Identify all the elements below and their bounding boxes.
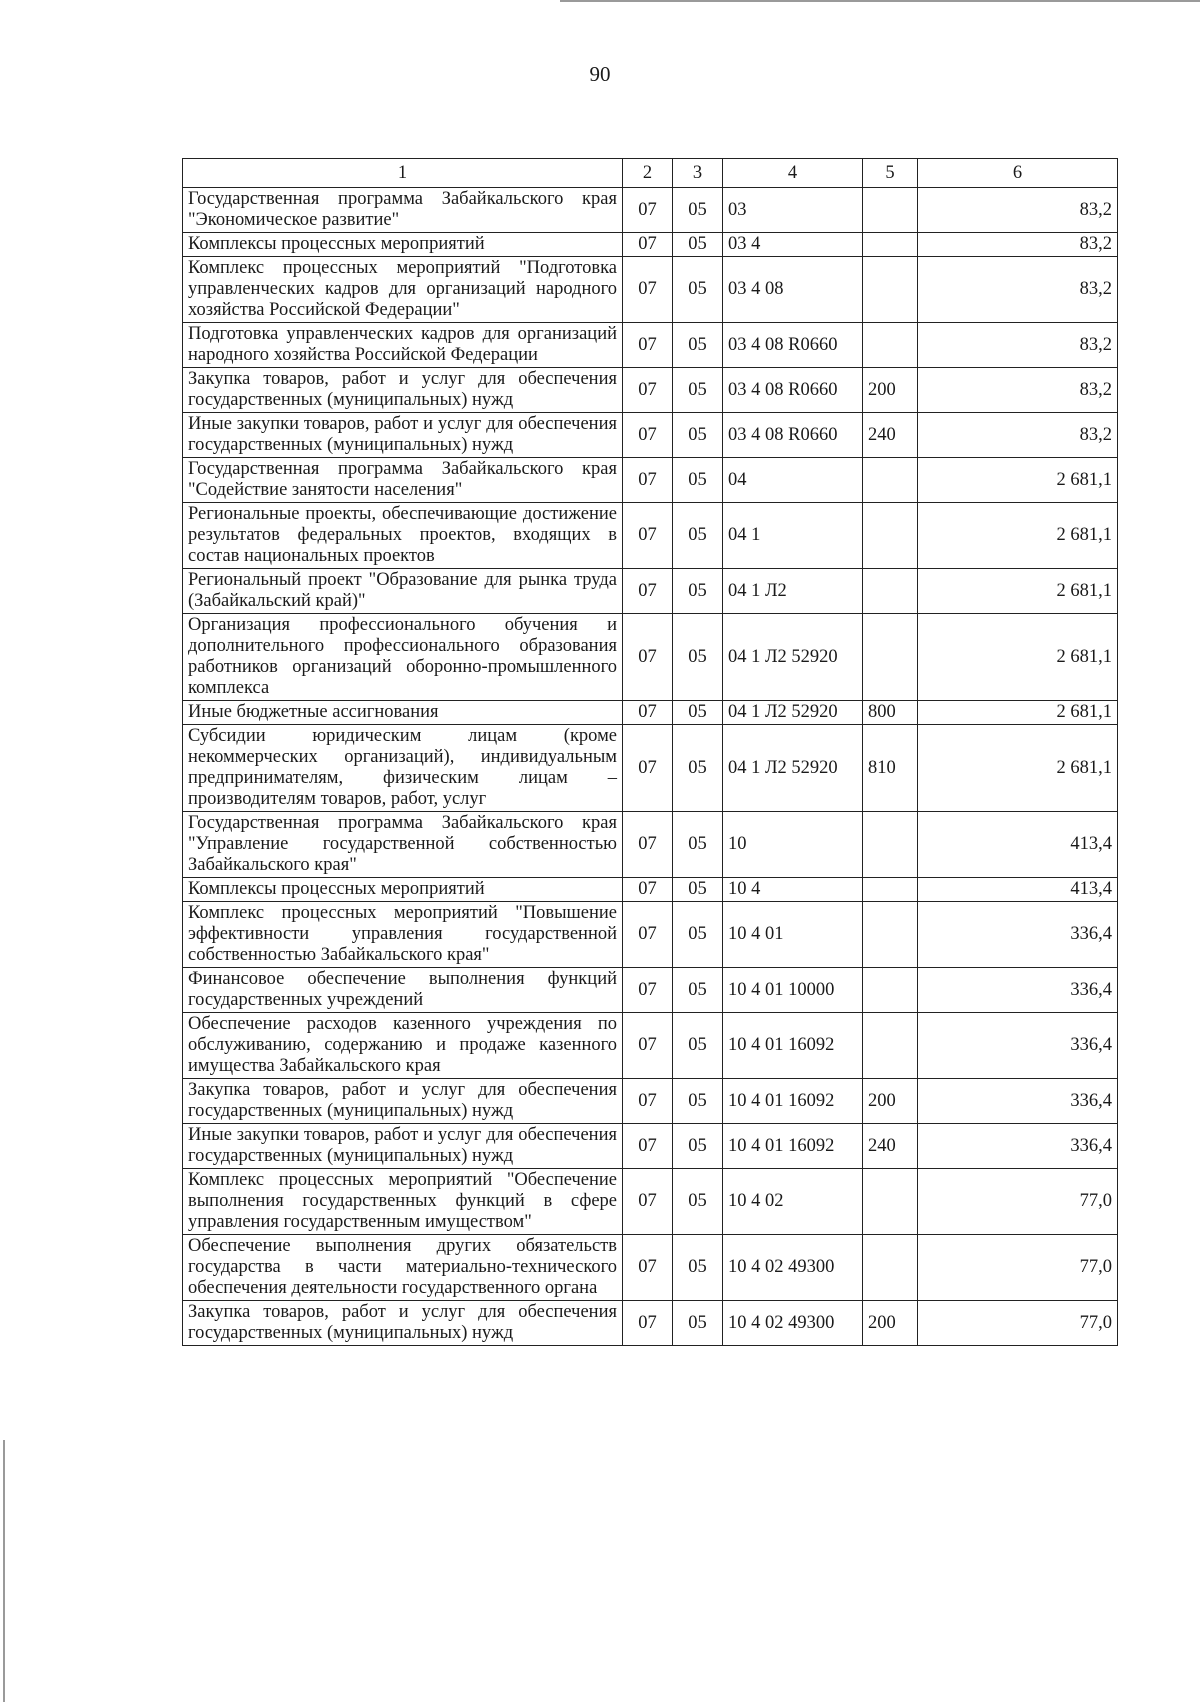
row-subsection: 05 [673,413,723,458]
row-section: 07 [623,458,673,503]
row-target-article: 10 4 02 49300 [723,1235,863,1301]
row-section: 07 [623,968,673,1013]
header-cell-6: 6 [918,159,1118,188]
row-name: Комплексы процессных мероприятий [183,878,623,902]
row-section: 07 [623,257,673,323]
row-target-article: 10 4 01 [723,902,863,968]
row-name: Обеспечение расходов казенного учреждения по обслуживанию, содержанию и продаже казенного имущества Забайкальского края [183,1013,623,1079]
row-expense-type [863,1169,918,1235]
table-row [183,1301,1118,1346]
row-name: Обеспечение выполнения других обязательств государства в части материально-технического обеспечения деятельности государственного органа [183,1235,623,1301]
row-target-article: 03 4 08 R0660 [723,323,863,368]
row-section: 07 [623,323,673,368]
row-subsection: 05 [673,323,723,368]
row-expense-type: 810 [863,725,918,812]
scan-edge-left [3,1440,5,1702]
row-amount: 77,0 [918,1169,1118,1235]
row-section: 07 [623,1079,673,1124]
row-section: 07 [623,1124,673,1169]
row-expense-type [863,968,918,1013]
row-name: Иные закупки товаров, работ и услуг для обеспечения государственных (муниципальных) нужд [183,1124,623,1169]
row-section: 07 [623,503,673,569]
row-name: Комплексы процессных мероприятий [183,233,623,257]
row-target-article: 03 4 [723,233,863,257]
row-target-article: 04 1 Л2 52920 [723,701,863,725]
row-subsection: 05 [673,458,723,503]
row-subsection: 05 [673,725,723,812]
row-subsection: 05 [673,1079,723,1124]
row-expense-type [863,458,918,503]
row-name: Региональный проект "Образование для рынка труда (Забайкальский край)" [183,569,623,614]
scan-edge-top [560,0,1200,2]
table-row [183,1013,1118,1079]
row-amount: 2 681,1 [918,701,1118,725]
row-expense-type [863,569,918,614]
row-target-article: 03 4 08 [723,257,863,323]
row-amount: 2 681,1 [918,503,1118,569]
row-section: 07 [623,902,673,968]
row-expense-type [863,323,918,368]
row-section: 07 [623,812,673,878]
row-amount: 2 681,1 [918,725,1118,812]
row-expense-type: 240 [863,413,918,458]
header-cell-5: 5 [863,159,918,188]
row-expense-type [863,878,918,902]
row-name: Подготовка управленческих кадров для организаций народного хозяйства Российской Федерации [183,323,623,368]
row-amount: 336,4 [918,968,1118,1013]
row-subsection: 05 [673,902,723,968]
row-section: 07 [623,725,673,812]
row-section: 07 [623,1013,673,1079]
row-section: 07 [623,1235,673,1301]
row-name: Государственная программа Забайкальского края "Содействие занятости населения" [183,458,623,503]
row-section: 07 [623,614,673,701]
row-subsection: 05 [673,503,723,569]
row-expense-type [863,233,918,257]
row-section: 07 [623,1301,673,1346]
row-target-article: 03 4 08 R0660 [723,413,863,458]
row-expense-type: 240 [863,1124,918,1169]
row-amount: 83,2 [918,257,1118,323]
row-name: Государственная программа Забайкальского края "Управление государственной собственностью Забайкальского края" [183,812,623,878]
table-row [183,323,1118,368]
row-section: 07 [623,188,673,233]
row-name: Закупка товаров, работ и услуг для обеспечения государственных (муниципальных) нужд [183,368,623,413]
row-target-article: 10 4 01 10000 [723,968,863,1013]
row-expense-type [863,188,918,233]
row-amount: 83,2 [918,233,1118,257]
row-target-article: 03 [723,188,863,233]
table-row [183,1169,1118,1235]
row-amount: 83,2 [918,323,1118,368]
row-name: Субсидии юридическим лицам (кроме некоммерческих организаций), индивидуальным предпринимателям, физическим лицам – производителям товаров, работ, услуг [183,725,623,812]
row-section: 07 [623,1169,673,1235]
row-expense-type: 800 [863,701,918,725]
row-section: 07 [623,878,673,902]
row-amount: 336,4 [918,1013,1118,1079]
header-cell-3: 3 [673,159,723,188]
row-subsection: 05 [673,968,723,1013]
table-row [183,1235,1118,1301]
row-name: Комплекс процессных мероприятий "Повышение эффективности управления государственной собственностью Забайкальского края" [183,902,623,968]
row-target-article: 10 4 02 49300 [723,1301,863,1346]
table-row [183,878,1118,902]
row-name: Иные закупки товаров, работ и услуг для обеспечения государственных (муниципальных) нужд [183,413,623,458]
row-target-article: 03 4 08 R0660 [723,368,863,413]
row-subsection: 05 [673,569,723,614]
row-amount: 336,4 [918,902,1118,968]
table-row [183,368,1118,413]
row-amount: 83,2 [918,413,1118,458]
table-row [183,968,1118,1013]
budget-table [182,158,1118,1346]
row-target-article: 10 4 [723,878,863,902]
row-expense-type: 200 [863,368,918,413]
table-row [183,233,1118,257]
row-expense-type [863,812,918,878]
row-section: 07 [623,413,673,458]
row-expense-type [863,902,918,968]
row-subsection: 05 [673,1124,723,1169]
row-subsection: 05 [673,1235,723,1301]
row-name: Региональные проекты, обеспечивающие достижение результатов федеральных проектов, входящих в состав национальных проектов [183,503,623,569]
row-target-article: 10 4 02 [723,1169,863,1235]
row-subsection: 05 [673,257,723,323]
row-target-article: 10 4 01 16092 [723,1013,863,1079]
row-subsection: 05 [673,1301,723,1346]
table-row [183,725,1118,812]
row-expense-type: 200 [863,1301,918,1346]
row-target-article: 04 [723,458,863,503]
row-target-article: 04 1 Л2 52920 [723,725,863,812]
row-subsection: 05 [673,368,723,413]
row-name: Комплекс процессных мероприятий "Подготовка управленческих кадров для организаций народного хозяйства Российской Федерации" [183,257,623,323]
header-row [183,159,1118,188]
row-target-article: 10 4 01 16092 [723,1079,863,1124]
row-amount: 83,2 [918,368,1118,413]
row-subsection: 05 [673,878,723,902]
row-expense-type [863,1235,918,1301]
row-name: Закупка товаров, работ и услуг для обеспечения государственных (муниципальных) нужд [183,1079,623,1124]
table-row [183,812,1118,878]
row-target-article: 10 4 01 16092 [723,1124,863,1169]
row-amount: 2 681,1 [918,458,1118,503]
row-target-article: 04 1 [723,503,863,569]
row-expense-type [863,503,918,569]
row-section: 07 [623,569,673,614]
row-expense-type [863,614,918,701]
row-expense-type: 200 [863,1079,918,1124]
row-section: 07 [623,233,673,257]
table-row [183,257,1118,323]
row-amount: 83,2 [918,188,1118,233]
row-name: Организация профессионального обучения и дополнительного профессионального образования работников организаций оборонно-промышленного комплекса [183,614,623,701]
row-name: Иные бюджетные ассигнования [183,701,623,725]
row-amount: 336,4 [918,1124,1118,1169]
row-section: 07 [623,368,673,413]
table-row [183,1124,1118,1169]
header-cell-1: 1 [183,159,623,188]
table-row [183,614,1118,701]
row-name: Комплекс процессных мероприятий "Обеспечение выполнения государственных функций в сфере управления государственным имуществом" [183,1169,623,1235]
row-amount: 2 681,1 [918,614,1118,701]
page-number: 90 [589,62,611,86]
row-name: Финансовое обеспечение выполнения функций государственных учреждений [183,968,623,1013]
row-subsection: 05 [673,614,723,701]
row-subsection: 05 [673,812,723,878]
row-amount: 336,4 [918,1079,1118,1124]
header-cell-4: 4 [723,159,863,188]
row-amount: 413,4 [918,878,1118,902]
table-row [183,458,1118,503]
row-name: Закупка товаров, работ и услуг для обеспечения государственных (муниципальных) нужд [183,1301,623,1346]
row-subsection: 05 [673,1169,723,1235]
row-subsection: 05 [673,233,723,257]
header-cell-2: 2 [623,159,673,188]
row-amount: 77,0 [918,1235,1118,1301]
row-expense-type [863,1013,918,1079]
table-row [183,188,1118,233]
row-amount: 2 681,1 [918,569,1118,614]
row-target-article: 10 [723,812,863,878]
row-target-article: 04 1 Л2 [723,569,863,614]
table-row [183,503,1118,569]
row-amount: 77,0 [918,1301,1118,1346]
table-row [183,413,1118,458]
table-row [183,569,1118,614]
row-amount: 413,4 [918,812,1118,878]
row-section: 07 [623,701,673,725]
table-row [183,1079,1118,1124]
row-expense-type [863,257,918,323]
table-row [183,701,1118,725]
row-name: Государственная программа Забайкальского края "Экономическое развитие" [183,188,623,233]
row-subsection: 05 [673,701,723,725]
table-row [183,902,1118,968]
row-subsection: 05 [673,188,723,233]
row-subsection: 05 [673,1013,723,1079]
row-target-article: 04 1 Л2 52920 [723,614,863,701]
